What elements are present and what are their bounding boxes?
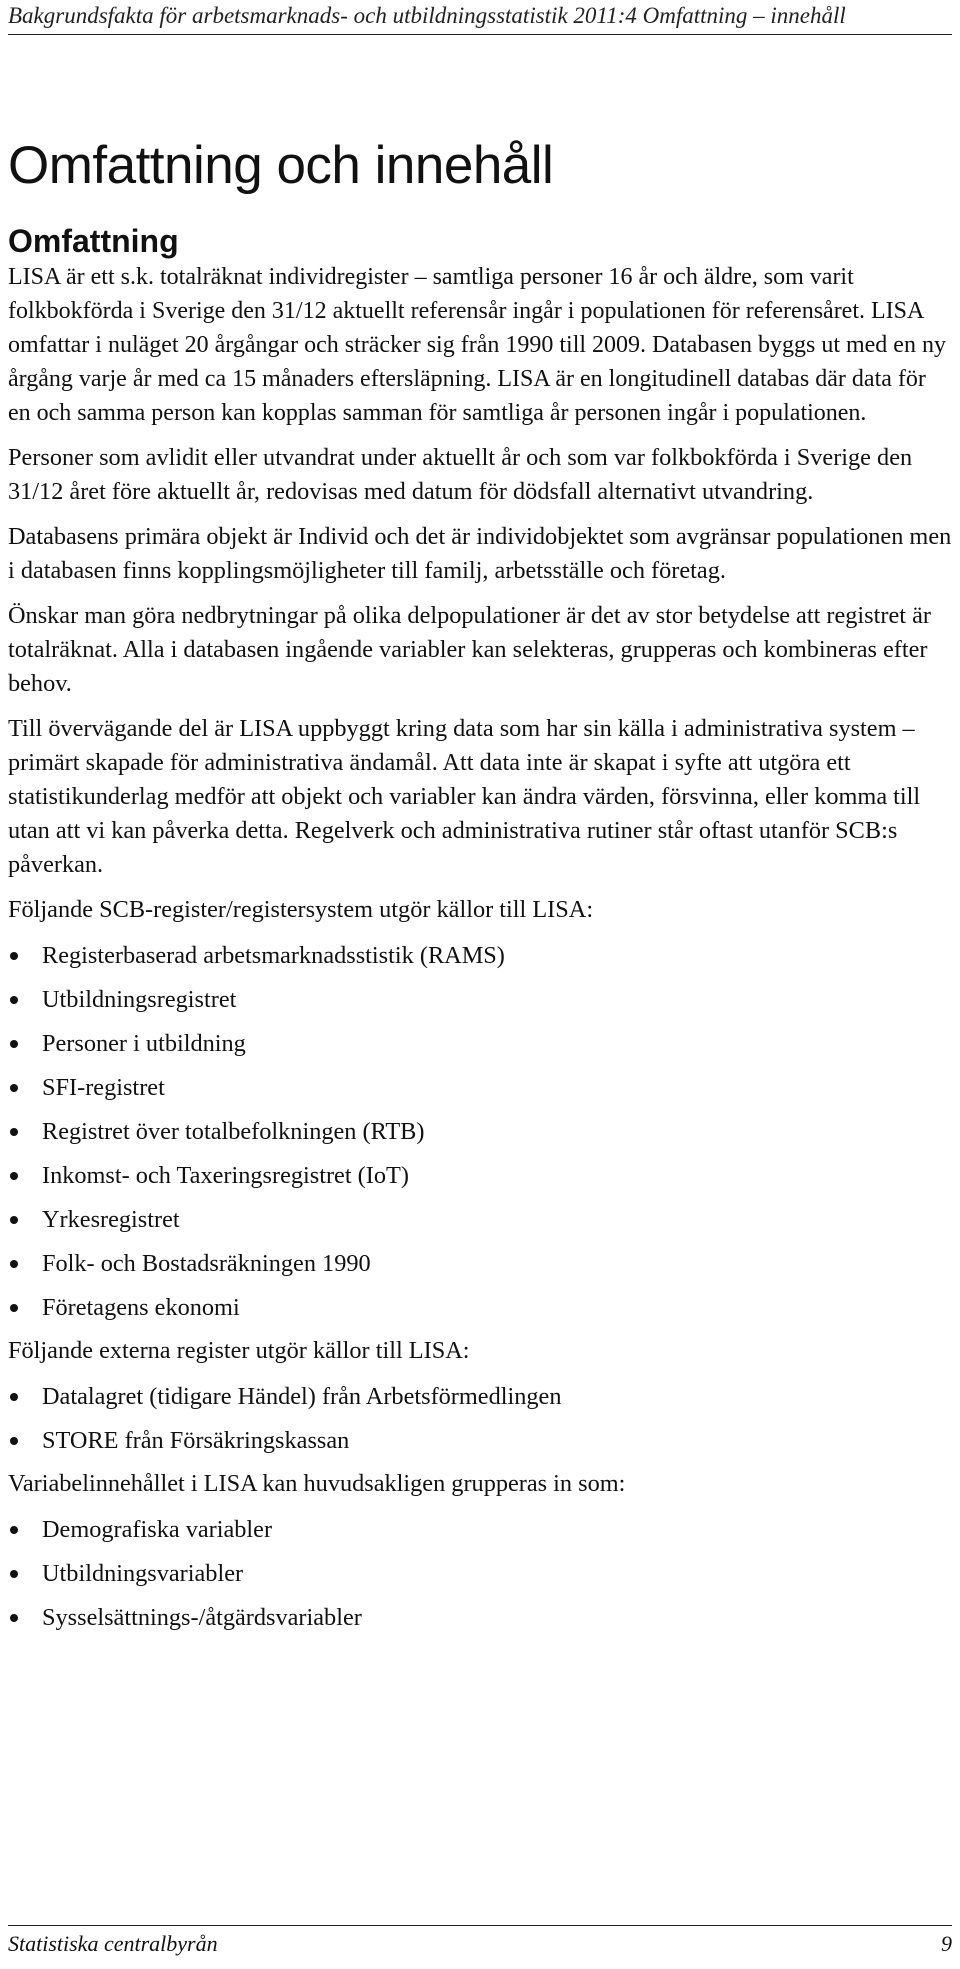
section-title: Omfattning: [8, 223, 179, 259]
running-header: Bakgrundsfakta för arbetsmarknads- och utbildningsstatistik 2011:4 Omfattning – innehåll: [8, 3, 846, 28]
variable-groups-intro: Variabelinnehållet i LISA kan huvudsakligen grupperas in som:: [8, 1470, 626, 1497]
external-sources-intro: Följande externa register utgör källor till LISA:: [8, 1337, 470, 1364]
page-content: [8, 134, 952, 1644]
page-number: 9: [941, 1931, 952, 1956]
list-item: Demografiska variabler: [8, 1512, 952, 1547]
list-item: Utbildningsvariabler: [8, 1556, 952, 1591]
list-item: Yrkesregistret: [8, 1202, 952, 1237]
footer-publisher: Statistiska centralbyrån: [8, 1931, 218, 1956]
bullet-icon: [10, 1128, 18, 1136]
list-item: Sysselsättnings-/åtgärdsvariabler: [8, 1600, 952, 1635]
list-item: STORE från Försäkringskassan: [8, 1423, 952, 1458]
bullet-icon: [10, 1526, 18, 1534]
bullet-icon: [10, 996, 18, 1004]
list-item: Utbildningsregistret: [8, 982, 952, 1017]
bullet-icon: [10, 1393, 18, 1401]
list-item: Datalagret (tidigare Händel) från Arbetsförmedlingen: [8, 1379, 952, 1414]
list-item: Registret över totalbefolkningen (RTB): [8, 1114, 952, 1149]
header-divider: [8, 34, 952, 35]
bullet-icon: [10, 1304, 18, 1312]
scb-sources-intro: Följande SCB-register/registersystem utgör källor till LISA:: [8, 896, 594, 923]
bullet-icon: [10, 952, 18, 960]
list-item: SFI-registret: [8, 1070, 952, 1105]
bullet-icon: [10, 1084, 18, 1092]
bullet-icon: [10, 1216, 18, 1224]
paragraph-administrative-sources: Till övervägande del är LISA uppbyggt kring data som har sin källa i administrativa system – primärt skapade för administrativa ändamål. Att data inte är skapat i syfte att utgöra ett statistikunderlag medför att objekt och variabler kan ändra värden, försvinna, eller komma till utan att vi kan påverka detta. Regelverk och administrativa rutiner står oftast utanför SCB:s påverkan.: [8, 715, 921, 878]
external-sources-list: [8, 1379, 952, 1458]
list-item: Folk- och Bostadsräkningen 1990: [8, 1246, 952, 1281]
paragraph-deceased-emigrated: Personer som avlidit eller utvandrat under aktuellt år och som var folkbokförda i Sverige den 31/12 året före aktuellt år, redovisas med datum för dödsfall alternativt utvandring.: [8, 444, 913, 505]
scb-sources-list: [8, 938, 952, 1325]
bullet-icon: [10, 1614, 18, 1622]
variable-groups-list: [8, 1512, 952, 1635]
paragraph-intro: LISA är ett s.k. totalräknat individregister – samtliga personer 16 år och äldre, som varit folkbokförda i Sverige den 31/12 aktuellt referensår ingår i populationen för referensåret. LISA omfattar i nuläget 20 årgångar och sträcker sig från 1990 till 2009. Databasen byggs ut med en ny årgång varje år med ca 15 månaders eftersläpning. LISA är en longitudinell databas där data för en och samma person kan kopplas samman för samtliga år personen ingår i populationen.: [8, 264, 946, 426]
list-item: Personer i utbildning: [8, 1026, 952, 1061]
chapter-title: Omfattning och innehåll: [8, 136, 554, 195]
paragraph-primary-object: Databasens primära objekt är Individ och det är individobjektet som avgränsar populationen men i databasen finns kopplingsmöjligheter till familj, arbetsställe och företag.: [8, 523, 952, 584]
bullet-icon: [10, 1437, 18, 1445]
list-item: Inkomst- och Taxeringsregistret (IoT): [8, 1158, 952, 1193]
paragraph-subpopulations: Önskar man göra nedbrytningar på olika delpopulationer är det av stor betydelse att registret är totalräknat. Alla i databasen ingående variabler kan selekteras, grupperas och kombineras efter behov.: [8, 602, 931, 697]
list-item: Företagens ekonomi: [8, 1290, 952, 1325]
bullet-icon: [10, 1260, 18, 1268]
list-item: Registerbaserad arbetsmarknadsstistik (RAMS): [8, 938, 952, 973]
footer-divider: [8, 1925, 952, 1926]
bullet-icon: [10, 1570, 18, 1578]
bullet-icon: [10, 1040, 18, 1048]
bullet-icon: [10, 1172, 18, 1180]
